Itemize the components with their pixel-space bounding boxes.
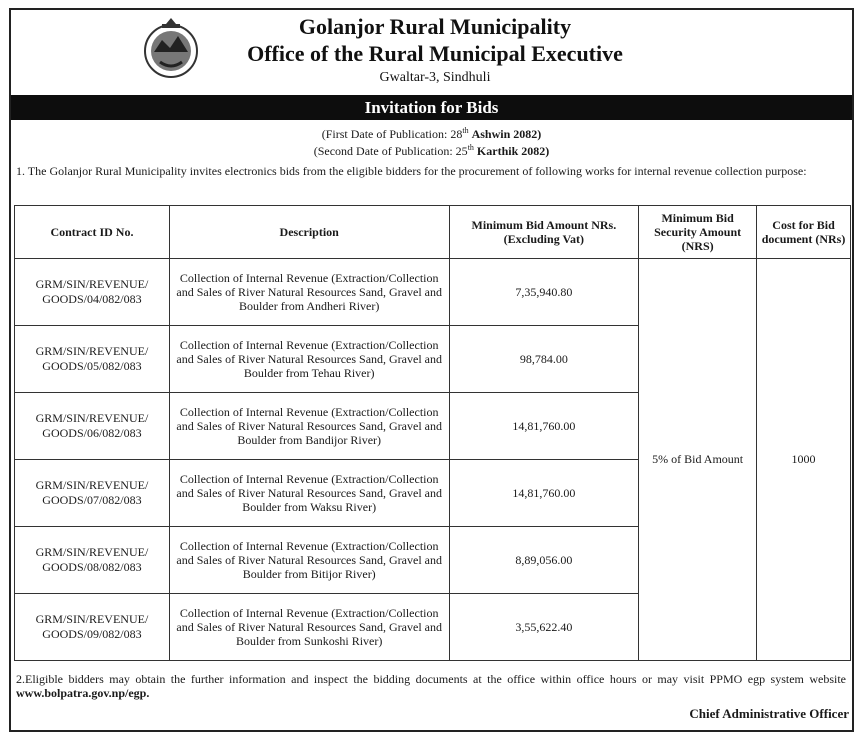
signatory: Chief Administrative Officer	[689, 706, 849, 721]
bolpatra-link[interactable]: www.bolpatra.gov.np/egp.	[16, 686, 150, 700]
description: Collection of Internal Revenue (Extraction/Collection and Sales of River Natural Resources Sand, Gravel and Boulder from Sunkoshi River)	[169, 594, 449, 661]
min-bid-amount: 14,81,760.00	[449, 393, 639, 460]
table-row	[15, 259, 851, 326]
min-bid-amount: 3,55,622.40	[449, 594, 639, 661]
paragraph-1: 1. The Golanjor Rural Municipality invites electronics bids from the eligible bidders for the procurement of following works for internal revenue collection purpose:	[16, 164, 807, 178]
header-min-bid: Minimum Bid Amount NRs. (Excluding Vat)	[449, 206, 639, 259]
security-amount: 5% of Bid Amount	[639, 259, 757, 661]
header-cost: Cost for Bid document (NRs)	[757, 206, 851, 259]
header-contract-id: Contract ID No.	[15, 206, 170, 259]
banner: Invitation for Bids	[11, 95, 852, 120]
description: Collection of Internal Revenue (Extraction/Collection and Sales of River Natural Resources Sand, Gravel and Boulder from Waksu River)	[169, 460, 449, 527]
description: Collection of Internal Revenue (Extraction/Collection and Sales of River Natural Resources Sand, Gravel and Boulder from Bitijor River)	[169, 527, 449, 594]
contract-id: GRM/SIN/REVENUE/ GOODS/05/082/083	[15, 326, 170, 393]
contract-id: GRM/SIN/REVENUE/ GOODS/06/082/083	[15, 393, 170, 460]
office-title: Golanjor Rural Municipality	[298, 14, 572, 39]
document-cost: 1000	[757, 259, 851, 661]
contract-id: GRM/SIN/REVENUE/ GOODS/08/082/083	[15, 527, 170, 594]
header-security: Minimum Bid Security Amount (NRS)	[639, 206, 757, 259]
min-bid-amount: 14,81,760.00	[449, 460, 639, 527]
bids-table	[14, 205, 851, 661]
min-bid-amount: 98,784.00	[449, 326, 639, 393]
min-bid-amount: 7,35,940.80	[449, 259, 639, 326]
contract-id: GRM/SIN/REVENUE/ GOODS/04/082/083	[15, 259, 170, 326]
min-bid-amount: 8,89,056.00	[449, 527, 639, 594]
description: Collection of Internal Revenue (Extraction/Collection and Sales of River Natural Resources Sand, Gravel and Boulder from Bandijor River)	[169, 393, 449, 460]
office-address: Gwaltar-3, Sindhuli	[379, 70, 491, 85]
contract-id: GRM/SIN/REVENUE/ GOODS/09/082/083	[15, 594, 170, 661]
header-description: Description	[169, 206, 449, 259]
paragraph-2: 2.Eligible bidders may obtain the further information and inspect the bidding documents at the office within office hours or may visit PPMO egp system website www.bolpatra.gov.np/egp.	[16, 672, 846, 700]
first-publication-date: (First Date of Publication: 28th Ashwin 2082)	[321, 126, 542, 141]
office-subtitle: Office of the Rural Municipal Executive	[247, 41, 623, 66]
nepal-emblem-icon	[140, 18, 202, 80]
description: Collection of Internal Revenue (Extraction/Collection and Sales of River Natural Resources Sand, Gravel and Boulder from Tehau River)	[169, 326, 449, 393]
second-publication-date: (Second Date of Publication: 25th Karthik 2082)	[313, 143, 550, 158]
contract-id: GRM/SIN/REVENUE/ GOODS/07/082/083	[15, 460, 170, 527]
description: Collection of Internal Revenue (Extraction/Collection and Sales of River Natural Resources Sand, Gravel and Boulder from Andheri River)	[169, 259, 449, 326]
